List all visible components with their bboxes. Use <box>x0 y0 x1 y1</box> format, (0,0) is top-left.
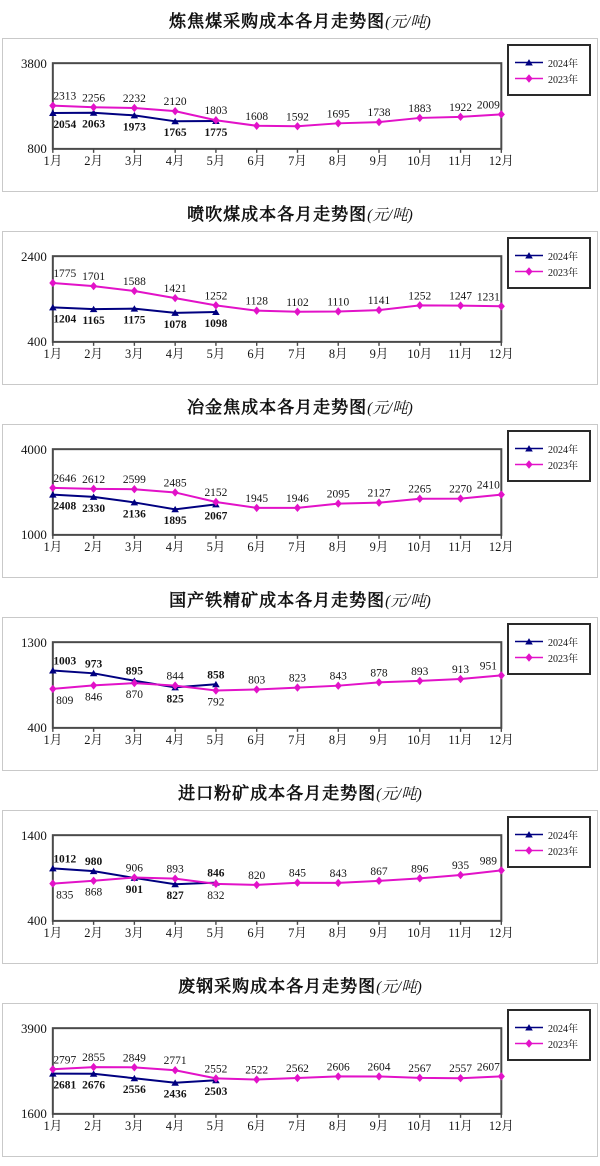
data-point-label: 2556 <box>122 1084 146 1097</box>
x-axis-label: 3月 <box>125 153 144 168</box>
data-point-label: 2599 <box>122 474 146 487</box>
data-point-label: 1922 <box>449 101 473 114</box>
data-point-label: 820 <box>248 869 266 882</box>
chart-title <box>0 203 600 227</box>
data-point-label: 1252 <box>408 290 432 303</box>
y-axis-max-label: 1400 <box>20 828 47 844</box>
x-axis-label: 9月 <box>369 153 389 168</box>
x-axis-label: 11月 <box>448 346 473 361</box>
x-axis-label: 12月 <box>488 925 514 940</box>
x-axis-label: 7月 <box>288 539 307 554</box>
data-point-label: 845 <box>288 867 307 880</box>
data-point-label: 2410 <box>476 479 500 492</box>
legend-label: 2023年 <box>548 846 578 858</box>
data-point-label: 2054 <box>53 119 77 132</box>
legend-line-sample <box>514 845 544 856</box>
data-point-label: 803 <box>248 674 266 687</box>
data-point-label: 1098 <box>204 317 228 330</box>
x-axis-label: 9月 <box>369 925 389 940</box>
x-axis-label: 11月 <box>448 925 473 940</box>
data-point-label: 2771 <box>163 1055 187 1068</box>
data-point-label: 2567 <box>408 1062 432 1075</box>
x-axis-label: 7月 <box>288 925 307 940</box>
data-point-label: 901 <box>125 883 143 896</box>
data-point-label: 1421 <box>163 283 187 296</box>
chart-title-text: 废钢采购成本各月走势图 <box>178 977 377 996</box>
y-axis-min-label: 1600 <box>20 1105 47 1121</box>
data-point-label: 835 <box>56 889 74 902</box>
data-point-label: 893 <box>166 863 184 876</box>
legend-entry-2024年 <box>514 249 584 261</box>
data-point-label: 1775 <box>204 126 228 139</box>
chart-section-coking-coal-purchase <box>0 4 600 197</box>
data-point-label: 2503 <box>204 1086 228 1099</box>
x-axis-label: 12月 <box>488 153 514 168</box>
legend-entry-2023年 <box>514 844 584 856</box>
x-axis-label: 4月 <box>165 1118 185 1133</box>
data-point-label: 935 <box>451 860 470 873</box>
data-point-label: 2063 <box>82 118 106 131</box>
legend <box>507 1009 591 1061</box>
x-axis-label: 11月 <box>448 539 473 554</box>
data-point-label: 1003 <box>53 655 77 668</box>
chart-title <box>0 10 600 34</box>
legend-diamond-icon <box>525 267 532 275</box>
chart-panel <box>2 617 598 771</box>
chart-section-scrap-steel-purchase <box>0 969 600 1162</box>
legend-line-sample <box>514 1038 544 1049</box>
chart-panel <box>2 38 598 192</box>
x-axis-label: 12月 <box>488 539 514 554</box>
data-point-label: 827 <box>166 890 184 903</box>
x-axis-label: 5月 <box>206 1118 226 1133</box>
data-point-label: 1110 <box>327 296 350 309</box>
x-axis-label: 6月 <box>247 346 267 361</box>
legend-label: 2023年 <box>548 267 578 279</box>
legend-entry-2023年 <box>514 1037 584 1049</box>
x-axis-label: 12月 <box>488 1118 514 1133</box>
x-axis-label: 11月 <box>448 732 473 747</box>
plot-frame <box>53 642 501 728</box>
legend <box>507 430 591 482</box>
x-axis-label: 3月 <box>125 539 144 554</box>
chart-title <box>0 589 600 613</box>
y-axis-max-label: 2400 <box>20 249 47 265</box>
chart-title-text: 炼焦煤采购成本各月走势图 <box>169 12 386 31</box>
legend-line-sample <box>514 73 544 84</box>
data-point-label: 868 <box>85 886 103 899</box>
data-point-label: 844 <box>166 670 184 683</box>
legend <box>507 237 591 289</box>
data-point-label: 1592 <box>286 111 309 124</box>
chart-title-text: 进口粉矿成本各月走势图 <box>178 784 377 803</box>
x-axis-label: 6月 <box>247 539 267 554</box>
x-axis-label: 8月 <box>328 732 348 747</box>
legend-label: 2024年 <box>548 830 578 842</box>
data-point-label: 870 <box>125 689 143 702</box>
data-point-label: 2265 <box>408 483 432 496</box>
data-point-label: 1141 <box>367 295 391 308</box>
y-axis-min-label: 400 <box>27 333 47 349</box>
x-axis-label: 9月 <box>369 539 389 554</box>
data-point-label: 2604 <box>367 1061 391 1074</box>
data-point-label: 2562 <box>286 1063 309 1076</box>
x-axis-label: 8月 <box>328 925 348 940</box>
plot-frame <box>53 63 501 149</box>
data-point-label: 2127 <box>367 487 391 500</box>
x-axis-label: 8月 <box>328 346 348 361</box>
y-axis-max-label: 4000 <box>20 442 47 458</box>
data-point-label: 2120 <box>163 96 187 109</box>
legend-line-sample <box>514 652 544 663</box>
data-point-label: 1175 <box>123 314 146 327</box>
data-point-label: 1775 <box>53 267 77 280</box>
y-axis-min-label: 1000 <box>20 526 47 542</box>
data-point-label: 1883 <box>408 102 432 115</box>
x-axis-label: 3月 <box>125 1118 144 1133</box>
x-axis-label: 10月 <box>407 925 433 940</box>
data-point-label: 896 <box>411 863 429 876</box>
legend <box>507 816 591 868</box>
data-point-label: 846 <box>207 867 225 880</box>
plot-frame <box>53 449 501 535</box>
chart-title-text: 喷吹煤成本各月走势图 <box>187 205 368 224</box>
data-point-label: 2606 <box>326 1061 350 1074</box>
x-axis-label: 9月 <box>369 346 389 361</box>
data-point-label: 1973 <box>122 121 146 134</box>
x-axis-label: 9月 <box>369 1118 389 1133</box>
legend-line-sample <box>514 1022 544 1033</box>
data-point-label: 1078 <box>163 318 187 331</box>
x-axis-label: 1月 <box>43 732 63 747</box>
x-axis-label: 10月 <box>407 1118 433 1133</box>
data-point-label: 895 <box>125 665 143 678</box>
data-point-label: 2009 <box>476 99 500 112</box>
chart-title-text: 国产铁精矿成本各月走势图 <box>169 591 386 610</box>
data-point-label: 2232 <box>122 92 146 105</box>
x-axis-label: 6月 <box>247 925 267 940</box>
x-axis-label: 2月 <box>84 732 103 747</box>
x-axis-label: 1月 <box>43 346 63 361</box>
data-point-label: 1895 <box>163 515 187 528</box>
legend-entry-2023年 <box>514 72 584 84</box>
x-axis-label: 6月 <box>247 732 267 747</box>
data-point-label: 858 <box>207 669 225 682</box>
data-point-label: 878 <box>370 667 388 680</box>
chart-section-met-coke <box>0 390 600 583</box>
data-point-label: 2330 <box>82 502 106 515</box>
chart-unit: (元/吨) <box>385 593 431 610</box>
legend-label: 2024年 <box>548 1023 578 1035</box>
data-point-label: 1165 <box>82 315 105 328</box>
x-axis-label: 4月 <box>165 925 185 940</box>
data-point-label: 825 <box>166 693 184 706</box>
legend-entry-2023年 <box>514 265 584 277</box>
legend-entry-2024年 <box>514 442 584 454</box>
chart-title-text: 冶金焦成本各月走势图 <box>187 398 368 417</box>
x-axis-label: 6月 <box>247 1118 267 1133</box>
y-axis-max-label: 1300 <box>20 635 47 651</box>
x-axis-label: 8月 <box>328 153 348 168</box>
x-axis-label: 5月 <box>206 732 226 747</box>
data-point-label: 2152 <box>204 486 228 499</box>
data-point-label: 2136 <box>122 508 146 521</box>
chart-panel <box>2 1003 598 1157</box>
data-point-label: 2485 <box>163 477 187 490</box>
plot-frame <box>53 1028 501 1114</box>
x-axis-label: 1月 <box>43 1118 63 1133</box>
chart-section-pci-coal <box>0 197 600 390</box>
x-axis-label: 4月 <box>165 732 185 747</box>
data-point-label: 823 <box>288 672 307 685</box>
x-axis-label: 11月 <box>448 153 473 168</box>
data-point-label: 2313 <box>53 90 77 103</box>
data-point-label: 2646 <box>53 472 77 485</box>
data-point-label: 980 <box>85 856 103 869</box>
legend-diamond-icon <box>525 653 532 661</box>
x-axis-label: 10月 <box>407 153 433 168</box>
data-point-label: 2067 <box>204 510 228 523</box>
y-axis-max-label: 3900 <box>20 1021 47 1037</box>
legend-line-sample <box>514 459 544 470</box>
y-axis-min-label: 400 <box>27 719 47 735</box>
chart-panel <box>2 424 598 578</box>
x-axis-label: 8月 <box>328 539 348 554</box>
x-axis-label: 10月 <box>407 346 433 361</box>
data-point-label: 906 <box>125 862 143 875</box>
x-axis-label: 11月 <box>448 1118 473 1133</box>
y-axis-max-label: 3800 <box>20 56 47 72</box>
legend-label: 2024年 <box>548 58 578 70</box>
x-axis-label: 2月 <box>84 346 103 361</box>
data-point-label: 1803 <box>204 105 228 118</box>
legend-line-sample <box>514 636 544 647</box>
chart-title <box>0 396 600 420</box>
chart-unit: (元/吨) <box>367 207 413 224</box>
x-axis-label: 4月 <box>165 539 185 554</box>
x-axis-label: 2月 <box>84 1118 103 1133</box>
legend-entry-2023年 <box>514 458 584 470</box>
data-point-label: 843 <box>329 670 347 683</box>
legend-line-sample <box>514 250 544 261</box>
data-point-label: 1231 <box>476 291 500 304</box>
data-point-label: 2607 <box>476 1061 500 1074</box>
legend-entry-2024年 <box>514 1021 584 1033</box>
chart-unit: (元/吨) <box>376 786 422 803</box>
data-point-label: 989 <box>479 855 497 868</box>
plot-frame <box>53 256 501 342</box>
data-point-label: 1945 <box>245 492 269 505</box>
legend-line-sample <box>514 443 544 454</box>
data-point-label: 2797 <box>53 1054 77 1067</box>
legend <box>507 623 591 675</box>
x-axis-label: 5月 <box>206 346 226 361</box>
chart-unit: (元/吨) <box>367 400 413 417</box>
data-point-label: 1701 <box>82 271 106 284</box>
legend-diamond-icon <box>525 460 532 468</box>
data-point-label: 1012 <box>53 853 77 866</box>
data-point-label: 2552 <box>204 1063 228 1076</box>
x-axis-label: 1月 <box>43 925 63 940</box>
data-point-label: 809 <box>56 694 74 707</box>
data-point-label: 893 <box>411 665 429 678</box>
data-point-label: 792 <box>207 696 225 709</box>
x-axis-label: 5月 <box>206 153 226 168</box>
legend-line-sample <box>514 266 544 277</box>
legend-line-sample <box>514 57 544 68</box>
x-axis-label: 3月 <box>125 925 144 940</box>
data-point-label: 2855 <box>82 1052 106 1065</box>
legend-label: 2023年 <box>548 74 578 86</box>
x-axis-label: 5月 <box>206 925 226 940</box>
data-point-label: 1738 <box>367 107 391 120</box>
x-axis-label: 1月 <box>43 539 63 554</box>
data-point-label: 2408 <box>53 500 77 513</box>
chart-title <box>0 782 600 806</box>
data-point-label: 1765 <box>163 127 187 140</box>
data-point-label: 1946 <box>286 492 309 505</box>
legend-entry-2024年 <box>514 828 584 840</box>
legend-label: 2023年 <box>548 460 578 472</box>
x-axis-label: 5月 <box>206 539 226 554</box>
data-point-label: 2095 <box>326 488 350 501</box>
chart-unit: (元/吨) <box>385 14 431 31</box>
x-axis-label: 7月 <box>288 346 307 361</box>
x-axis-label: 4月 <box>165 346 185 361</box>
y-axis-min-label: 400 <box>27 912 47 928</box>
x-axis-label: 9月 <box>369 732 389 747</box>
x-axis-label: 3月 <box>125 732 144 747</box>
x-axis-label: 7月 <box>288 732 307 747</box>
x-axis-label: 2月 <box>84 153 103 168</box>
legend-entry-2024年 <box>514 635 584 647</box>
data-point-label: 2849 <box>122 1052 146 1065</box>
data-point-label: 951 <box>479 660 497 673</box>
legend-label: 2023年 <box>548 653 578 665</box>
x-axis-label: 10月 <box>407 539 433 554</box>
data-point-label: 2681 <box>53 1079 77 1092</box>
x-axis-label: 4月 <box>165 153 185 168</box>
legend-label: 2024年 <box>548 444 578 456</box>
data-point-label: 1204 <box>53 313 77 326</box>
data-point-label: 2522 <box>245 1064 269 1077</box>
data-point-label: 1247 <box>449 290 473 303</box>
chart-title <box>0 975 600 999</box>
data-point-label: 973 <box>85 658 103 671</box>
data-point-label: 2612 <box>82 473 106 486</box>
legend-entry-2024年 <box>514 56 584 68</box>
chart-unit: (元/吨) <box>376 979 422 996</box>
legend-diamond-icon <box>525 846 532 854</box>
legend-diamond-icon <box>525 74 532 82</box>
x-axis-label: 6月 <box>247 153 267 168</box>
x-axis-label: 10月 <box>407 732 433 747</box>
data-point-label: 2676 <box>82 1079 106 1092</box>
data-point-label: 843 <box>329 867 347 880</box>
x-axis-label: 2月 <box>84 539 103 554</box>
data-point-label: 2256 <box>82 92 106 105</box>
legend-entry-2023年 <box>514 651 584 663</box>
x-axis-label: 8月 <box>328 1118 348 1133</box>
x-axis-label: 12月 <box>488 732 514 747</box>
legend-diamond-icon <box>525 1039 532 1047</box>
chart-section-imported-fine-ore <box>0 776 600 969</box>
chart-panel <box>2 231 598 385</box>
data-point-label: 1608 <box>245 110 269 123</box>
data-point-label: 867 <box>370 865 388 878</box>
chart-panel <box>2 810 598 964</box>
data-point-label: 832 <box>207 889 225 902</box>
legend-label: 2024年 <box>548 637 578 649</box>
legend-label: 2024年 <box>548 251 578 263</box>
x-axis-label: 1月 <box>43 153 63 168</box>
data-point-label: 2436 <box>163 1088 187 1101</box>
x-axis-label: 3月 <box>125 346 144 361</box>
legend-line-sample <box>514 829 544 840</box>
data-point-label: 846 <box>85 691 103 704</box>
data-point-label: 1128 <box>245 295 268 308</box>
x-axis-label: 2月 <box>84 925 103 940</box>
legend-label: 2023年 <box>548 1039 578 1051</box>
x-axis-label: 7月 <box>288 153 307 168</box>
data-point-label: 1588 <box>122 275 146 288</box>
data-point-label: 913 <box>451 664 470 677</box>
legend <box>507 44 591 96</box>
data-point-label: 2270 <box>449 483 473 496</box>
chart-section-domestic-iron-concentrate <box>0 583 600 776</box>
x-axis-label: 7月 <box>288 1118 307 1133</box>
x-axis-label: 12月 <box>488 346 514 361</box>
data-point-label: 1252 <box>204 290 228 303</box>
data-point-label: 1695 <box>326 108 350 121</box>
data-point-label: 2557 <box>449 1063 473 1076</box>
y-axis-min-label: 800 <box>27 140 47 156</box>
data-point-label: 1102 <box>286 296 309 309</box>
